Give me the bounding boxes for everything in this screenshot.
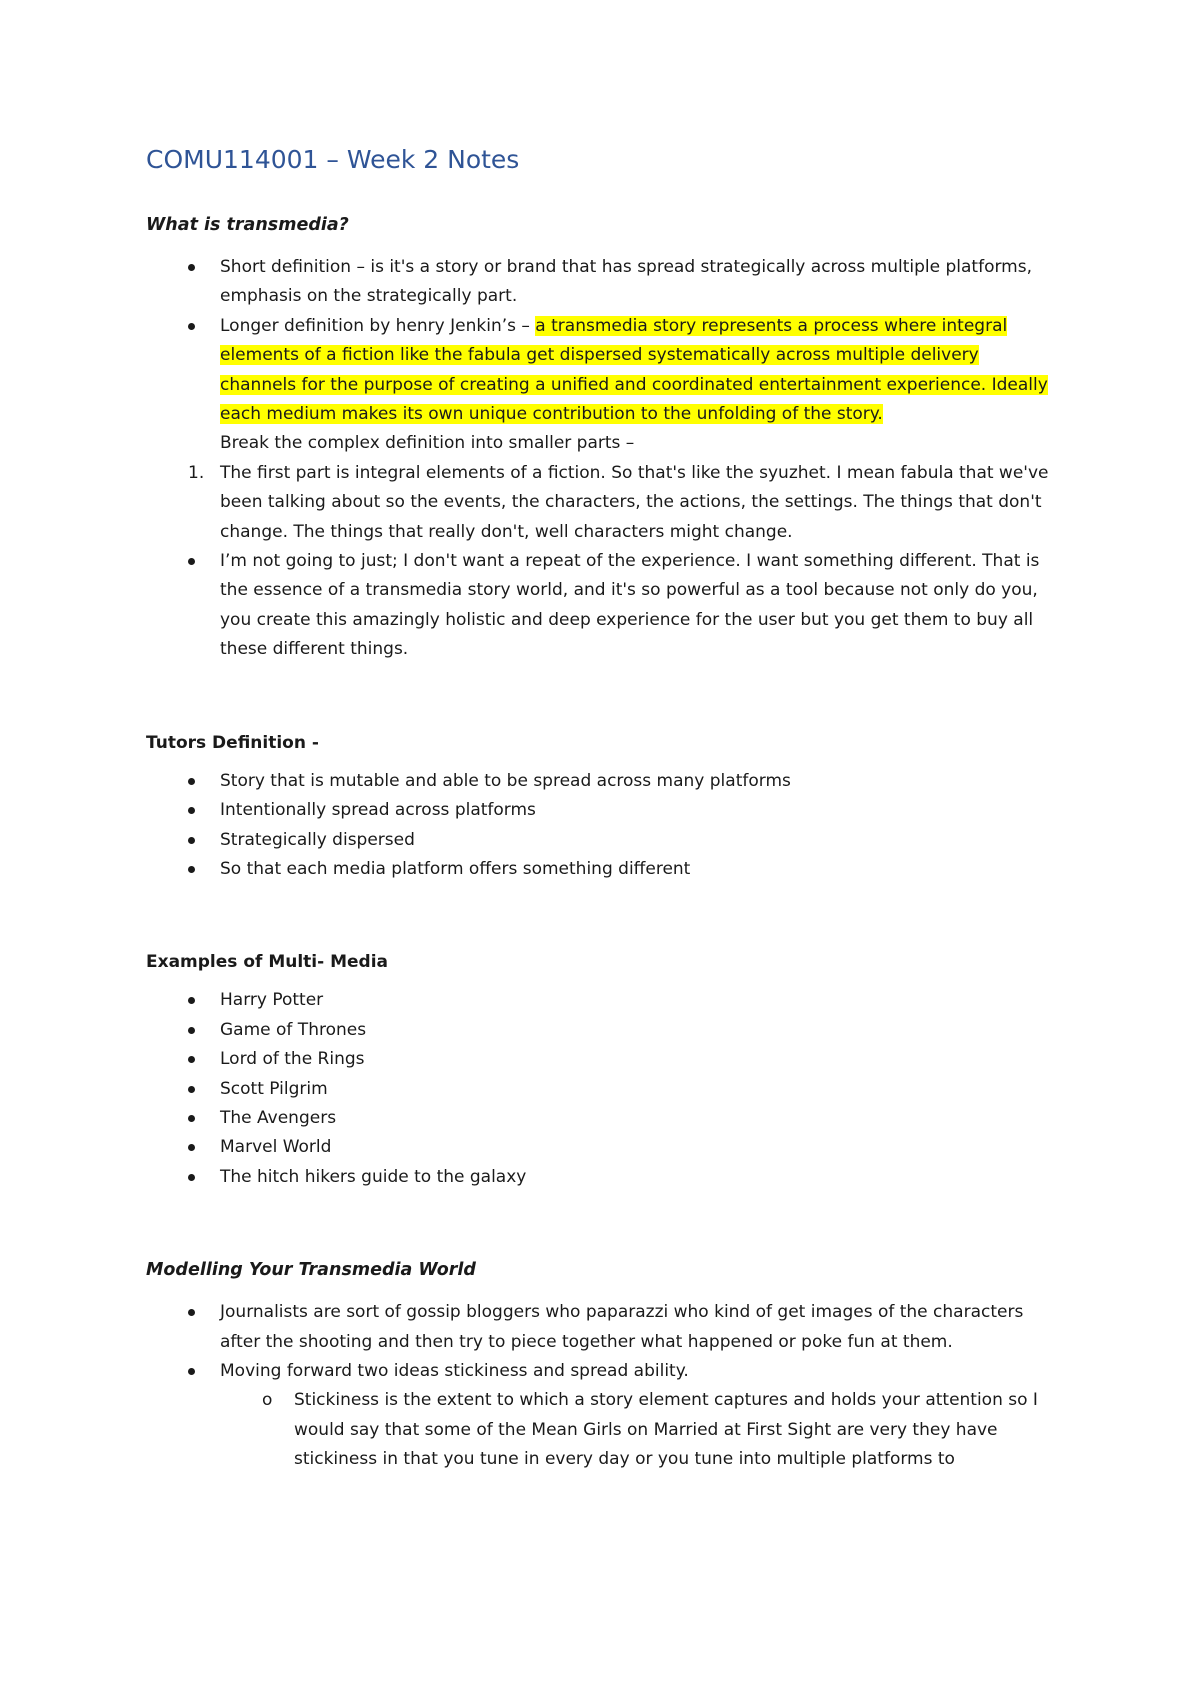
heading-tutors-definition: Tutors Definition - (146, 732, 319, 753)
transmedia-list (146, 253, 1050, 665)
heading-examples-multimedia: Examples of Multi- Media (146, 952, 389, 973)
list-item-text: Short definition – is it's a story or brand that has spread strategically across multiple platforms, emphasis on the strategically part. (220, 257, 1032, 307)
list-item (146, 826, 1050, 855)
list-item-text: Harry Potter (220, 990, 324, 1011)
list-item-text: Lord of the Rings (220, 1049, 365, 1070)
list-item-text: The Avengers (220, 1107, 337, 1128)
modelling-list (146, 1298, 1050, 1474)
list-item (146, 767, 1050, 796)
highlighted-quote: a transmedia story represents a process where integral elements of a fiction like the fabula get dispersed systematically across multiple delivery channels for the purpose of creating a unified and coordinated entertainment experience. Ideally each medium makes its own unique contribution to the unfolding of the story. (220, 315, 1048, 425)
numbered-list (146, 459, 1050, 547)
examples-list (146, 986, 1050, 1192)
list-item-text: Scott Pilgrim (220, 1078, 328, 1099)
sub-list-item (220, 1386, 1050, 1474)
sub-list (220, 1386, 1050, 1474)
list-item-text: Marvel World (220, 1137, 332, 1158)
list-item (146, 855, 1050, 884)
list-item-text: Game of Thrones (220, 1019, 367, 1040)
list-item (146, 1016, 1050, 1045)
list-item (146, 1298, 1050, 1357)
numbered-item (146, 459, 1050, 547)
heading-what-is-transmedia: What is transmedia? (146, 215, 349, 235)
list-item (146, 1163, 1050, 1192)
document-title: COMU114001 – Week 2 Notes (146, 145, 520, 174)
list-item (146, 1104, 1050, 1133)
list-item-text: Longer definition by henry Jenkin’s – (220, 315, 536, 336)
list-item (146, 1075, 1050, 1104)
list-item (146, 547, 1050, 665)
list-item-text: Intentionally spread across platforms (220, 800, 536, 821)
list-item-text: Strategically dispersed (220, 829, 415, 850)
list-item-text: Journalists are sort of gossip bloggers who paparazzi who kind of get images of the characters after the shooting and then try to piece together what happened or poke fun at them. (220, 1302, 1024, 1352)
item-number: 1. (188, 462, 205, 483)
list-item (146, 986, 1050, 1015)
tutors-definition-list (146, 767, 1050, 885)
list-item-text: I’m not going to just; I don't want a repeat of the experience. I want something different. That is the essence of a transmedia story world, and it's so powerful as a tool because not only do you, you create this amazingly holistic and deep experience for the user but you get them to buy all these different things. (220, 551, 1040, 660)
list-item-text: Moving forward two ideas stickiness and spread ability. (220, 1360, 689, 1381)
list-item (146, 1357, 1050, 1475)
sub-list-marker: o (262, 1390, 273, 1411)
list-item-text: Story that is mutable and able to be spread across many platforms (220, 770, 791, 791)
list-item-text: The hitch hikers guide to the galaxy (220, 1166, 527, 1187)
sub-list-item-text: Stickiness is the extent to which a story element captures and holds your attention so I would say that some of the Mean Girls on Married at First Sight are very they have stickiness in that you tune in every day or you tune into multiple platforms to (294, 1390, 1038, 1470)
list-item (146, 1133, 1050, 1162)
numbered-item-text: The first part is integral elements of a fiction. So that's like the syuzhet. I mean fabula that we've been talking about so the events, the characters, the actions, the settings. The things that don't change. The things that really don't, well characters might change. (220, 462, 1049, 542)
list-item (146, 253, 1050, 312)
list-item (146, 1045, 1050, 1074)
list-item (146, 312, 1050, 547)
heading-modelling-transmedia-world: Modelling Your Transmedia World (146, 1260, 476, 1281)
list-item (146, 796, 1050, 825)
list-item-text: So that each media platform offers something different (220, 858, 691, 879)
list-item-text: Break the complex definition into smaller parts – (220, 433, 635, 454)
